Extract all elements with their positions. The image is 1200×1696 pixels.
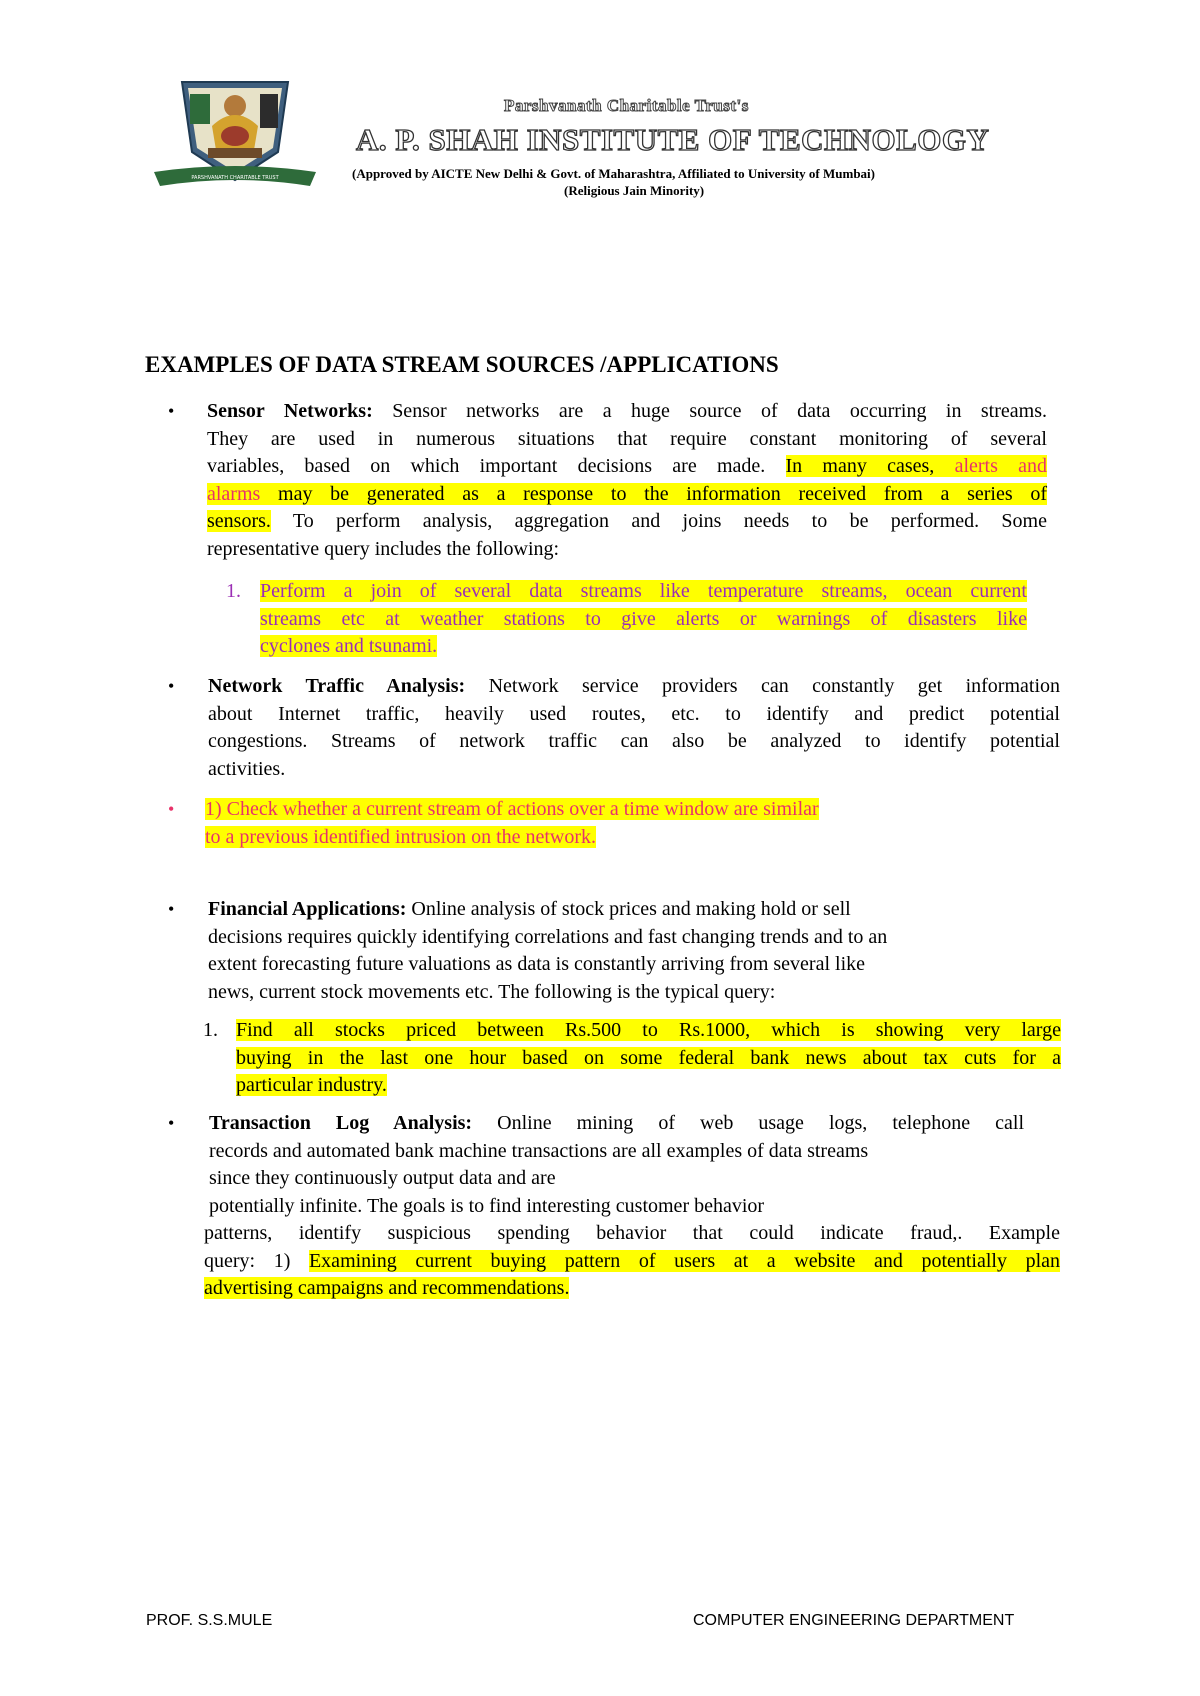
financial-text: extent forecasting future valuations as data is constantly arriving from several like (208, 953, 866, 975)
transaction-text: records and automated bank machine transactions are all examples of data streams (209, 1139, 869, 1162)
network-text: activities. (208, 757, 286, 780)
highlighted-text: may be generated as a response to the information received from a series of (278, 482, 1047, 505)
page-title: EXAMPLES OF DATA STREAM SOURCES /APPLICATIONS (145, 352, 779, 377)
highlighted-text: 1) Check whether a current stream of actions over a time window are similar (205, 798, 819, 820)
highlighted-text: In many cases, (785, 455, 935, 477)
bullet-icon: • (168, 899, 175, 919)
highlighted-text: cyclones and tsunami. (260, 635, 438, 657)
letterhead (150, 76, 990, 198)
financial-section (208, 896, 1058, 1006)
highlighted-text: streams etc at weather stations to give alerts or warnings of disasters like (260, 607, 1027, 630)
sensor-text: To perform analysis, aggregation and joins needs to be performed. Some (292, 510, 1047, 532)
transaction-text: potentially infinite. The goals is to find interesting customer behavior (209, 1194, 765, 1217)
financial-text: decisions requires quickly identifying correlations and fast changing trends and to an (208, 925, 888, 948)
financial-heading: Financial Applications: (208, 898, 407, 920)
bullet-icon: • (168, 676, 175, 696)
institute-name: A. P. SHAH INSTITUTE OF TECHNOLOGY (356, 122, 990, 157)
bullet-icon: • (168, 799, 175, 819)
trust-name: Parshvanath Charitable Trust's (504, 96, 749, 115)
financial-text: Online analysis of stock prices and making hold or sell (411, 898, 851, 920)
highlighted-text: buying in the last one hour based on some federal bank news about tax cuts for a (236, 1046, 1061, 1069)
highlighted-text: alerts and (954, 455, 1047, 477)
highlighted-text: to a previous identified intrusion on the network. (205, 825, 597, 848)
financial-text: news, current stock movements etc. The following is the typical query: (208, 980, 776, 1003)
network-text: about Internet traffic, heavily used routes, etc. to identify and predict potential (208, 702, 1060, 725)
bullet-icon: • (168, 1113, 175, 1133)
transaction-text: Online mining of web usage logs, telephone call (497, 1112, 1025, 1134)
highlighted-text: Perform a join of several data streams like temperature streams, ocean current (260, 580, 1027, 602)
highlighted-text: particular industry. (236, 1074, 387, 1096)
network-traffic-section (208, 673, 1060, 783)
highlighted-text: Examining current buying pattern of users at a website and potentially plan (308, 1249, 1061, 1272)
highlighted-text: Find all stocks priced between Rs.500 to Rs.1000, which is showing very large (236, 1019, 1061, 1041)
highlighted-text: advertising campaigns and recommendations. (204, 1277, 570, 1299)
sensor-networks-section (207, 398, 1047, 563)
minority-line: (Religious Jain Minority) (564, 183, 705, 198)
bullet-icon: • (168, 401, 175, 421)
transaction-text: query: 1) (204, 1249, 291, 1272)
highlighted-text: sensors. (207, 510, 271, 532)
transaction-text: patterns, identify suspicious spending behavior that could indicate fraud,. Example (204, 1222, 1060, 1244)
financial-query (236, 1017, 1061, 1100)
transaction-heading: Transaction Log Analysis: (209, 1112, 473, 1134)
network-text: congestions. Streams of network traffic can also be analyzed to identify potential (208, 730, 1060, 752)
footer-department: COMPUTER ENGINEERING DEPARTMENT (693, 1612, 1015, 1629)
sensor-text: Sensor networks are a huge source of data occurring in streams. (392, 400, 1047, 422)
footer-author: PROF. S.S.MULE (146, 1612, 273, 1629)
sensor-heading: Sensor Networks: (207, 400, 373, 422)
approval-line: (Approved by AICTE New Delhi & Govt. of Maharashtra, Affiliated to University of Mumbai) (352, 166, 875, 181)
network-query (205, 796, 965, 851)
institute-logo (150, 76, 320, 194)
logo-ribbon-text: PARSHVANATH CHARITABLE TRUST (191, 175, 279, 181)
highlighted-text: alarms (207, 482, 261, 505)
sensor-text: representative query includes the following: (207, 537, 560, 560)
network-heading: Network Traffic Analysis: (208, 675, 466, 697)
query-number: 1. (203, 1019, 218, 1041)
sensor-query (260, 578, 1027, 661)
query-number: 1. (226, 580, 241, 602)
transaction-text: since they continuously output data and are (209, 1167, 556, 1189)
transaction-section (209, 1110, 1024, 1220)
sensor-text: variables, based on which important decisions are made. (207, 455, 766, 477)
transaction-continued (204, 1220, 1060, 1303)
network-text: Network service providers can constantly get information (488, 675, 1061, 697)
sensor-text: They are used in numerous situations that require constant monitoring of several (207, 427, 1047, 450)
